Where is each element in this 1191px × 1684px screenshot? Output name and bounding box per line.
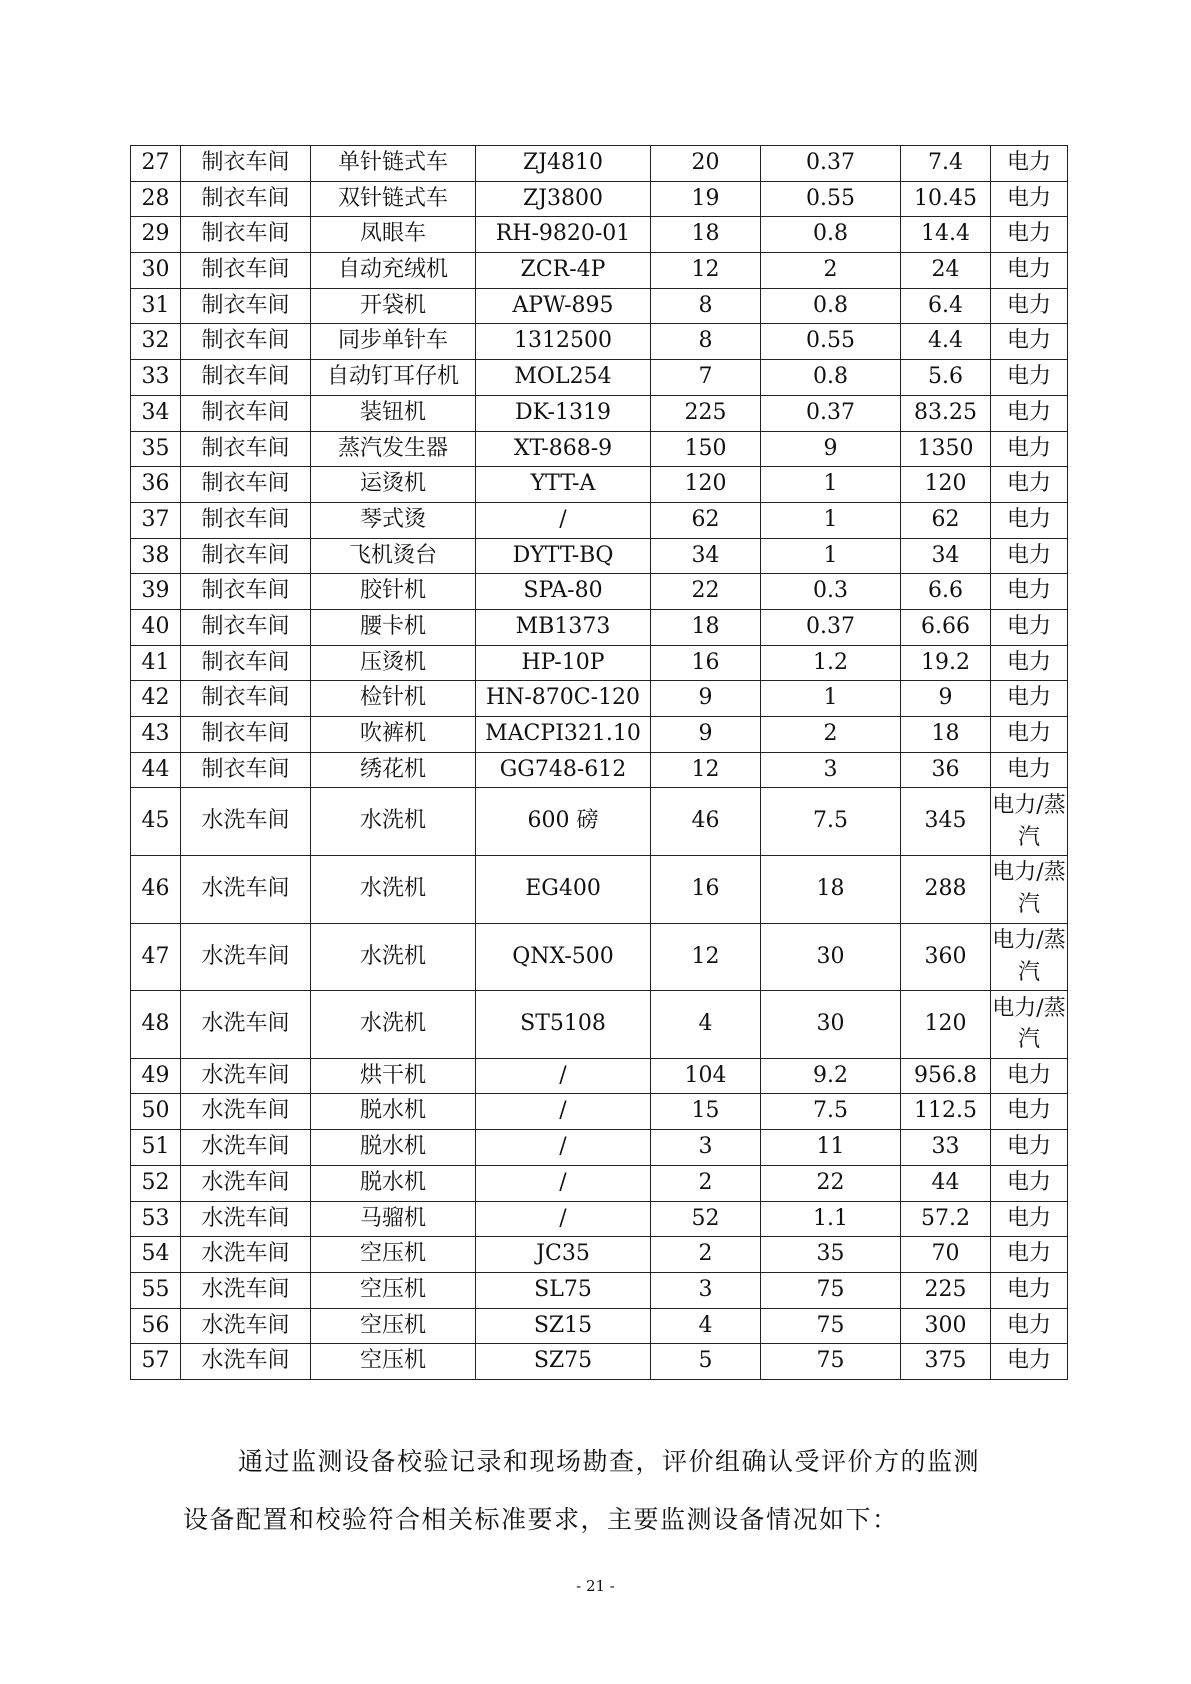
quantity-cell: 2: [651, 1237, 761, 1273]
paragraph-line-1: 通过监测设备校验记录和现场勘查，评价组确认受评价方的监测: [238, 1447, 981, 1476]
energy-cell: 电力: [991, 253, 1068, 289]
energy-cell: 电力: [991, 1130, 1068, 1166]
quantity-cell: 52: [651, 1201, 761, 1237]
quantity-cell: 12: [651, 253, 761, 289]
quantity-cell: 34: [651, 538, 761, 574]
row-number-cell: 35: [131, 431, 181, 467]
quantity-cell: 9: [651, 717, 761, 753]
total-power-cell: 24: [901, 253, 991, 289]
quantity-cell: 9: [651, 681, 761, 717]
table-row: [131, 431, 1068, 467]
total-power-cell: 956.8: [901, 1058, 991, 1094]
table-row: [131, 324, 1068, 360]
table-row: [131, 752, 1068, 788]
unit-power-cell: 0.37: [761, 609, 901, 645]
unit-power-cell: 1.1: [761, 1201, 901, 1237]
workshop-cell: 制衣车间: [181, 217, 311, 253]
model-cell: DK-1319: [476, 395, 651, 431]
equipment-name-cell: 腰卡机: [311, 609, 476, 645]
model-cell: ZJ4810: [476, 146, 651, 182]
equipment-name-cell: 运烫机: [311, 467, 476, 503]
total-power-cell: 6.6: [901, 574, 991, 610]
table-row: [131, 1058, 1068, 1094]
unit-power-cell: 2: [761, 717, 901, 753]
unit-power-cell: 1: [761, 502, 901, 538]
model-cell: HN-870C-120: [476, 681, 651, 717]
table-row: [131, 1308, 1068, 1344]
total-power-cell: 34: [901, 538, 991, 574]
energy-cell: 电力: [991, 395, 1068, 431]
row-number-cell: 51: [131, 1130, 181, 1166]
total-power-cell: 70: [901, 1237, 991, 1273]
model-cell: XT-868-9: [476, 431, 651, 467]
workshop-cell: 水洗车间: [181, 788, 311, 856]
row-number-cell: 33: [131, 360, 181, 396]
row-number-cell: 32: [131, 324, 181, 360]
model-cell: MB1373: [476, 609, 651, 645]
unit-power-cell: 0.8: [761, 360, 901, 396]
quantity-cell: 8: [651, 324, 761, 360]
model-cell: /: [476, 1058, 651, 1094]
table-row: [131, 1201, 1068, 1237]
equipment-name-cell: 水洗机: [311, 991, 476, 1059]
total-power-cell: 14.4: [901, 217, 991, 253]
row-number-cell: 39: [131, 574, 181, 610]
quantity-cell: 2: [651, 1165, 761, 1201]
total-power-cell: 6.4: [901, 288, 991, 324]
unit-power-cell: 1: [761, 538, 901, 574]
unit-power-cell: 75: [761, 1344, 901, 1380]
workshop-cell: 水洗车间: [181, 855, 311, 923]
energy-cell: 电力: [991, 717, 1068, 753]
equipment-name-cell: 凤眼车: [311, 217, 476, 253]
quantity-cell: 16: [651, 645, 761, 681]
equipment-name-cell: 水洗机: [311, 923, 476, 991]
workshop-cell: 制衣车间: [181, 502, 311, 538]
table-row: [131, 395, 1068, 431]
workshop-cell: 水洗车间: [181, 923, 311, 991]
table-row: [131, 681, 1068, 717]
table-row: [131, 217, 1068, 253]
workshop-cell: 水洗车间: [181, 1308, 311, 1344]
total-power-cell: 19.2: [901, 645, 991, 681]
workshop-cell: 水洗车间: [181, 1130, 311, 1166]
model-cell: ZJ3800: [476, 181, 651, 217]
unit-power-cell: 22: [761, 1165, 901, 1201]
row-number-cell: 27: [131, 146, 181, 182]
unit-power-cell: 1: [761, 467, 901, 503]
workshop-cell: 制衣车间: [181, 395, 311, 431]
model-cell: SZ15: [476, 1308, 651, 1344]
row-number-cell: 55: [131, 1272, 181, 1308]
table-row: [131, 923, 1068, 991]
quantity-cell: 150: [651, 431, 761, 467]
total-power-cell: 375: [901, 1344, 991, 1380]
unit-power-cell: 75: [761, 1272, 901, 1308]
energy-cell: 电力: [991, 609, 1068, 645]
table-row: [131, 146, 1068, 182]
table-row: [131, 1130, 1068, 1166]
workshop-cell: 制衣车间: [181, 609, 311, 645]
table-row: [131, 717, 1068, 753]
row-number-cell: 54: [131, 1237, 181, 1273]
workshop-cell: 水洗车间: [181, 991, 311, 1059]
model-cell: ZCR-4P: [476, 253, 651, 289]
quantity-cell: 46: [651, 788, 761, 856]
model-cell: QNX-500: [476, 923, 651, 991]
model-cell: APW-895: [476, 288, 651, 324]
table-row: [131, 609, 1068, 645]
table-row: [131, 1094, 1068, 1130]
row-number-cell: 47: [131, 923, 181, 991]
row-number-cell: 44: [131, 752, 181, 788]
quantity-cell: 18: [651, 217, 761, 253]
equipment-name-cell: 蒸汽发生器: [311, 431, 476, 467]
model-cell: /: [476, 1130, 651, 1166]
quantity-cell: 120: [651, 467, 761, 503]
energy-cell: 电力: [991, 1344, 1068, 1380]
table-row: [131, 181, 1068, 217]
quantity-cell: 12: [651, 923, 761, 991]
unit-power-cell: 0.8: [761, 217, 901, 253]
equipment-name-cell: 飞机烫台: [311, 538, 476, 574]
equipment-name-cell: 胶针机: [311, 574, 476, 610]
total-power-cell: 7.4: [901, 146, 991, 182]
row-number-cell: 40: [131, 609, 181, 645]
quantity-cell: 20: [651, 146, 761, 182]
equipment-table: [130, 145, 1068, 1380]
row-number-cell: 36: [131, 467, 181, 503]
workshop-cell: 制衣车间: [181, 253, 311, 289]
model-cell: ST5108: [476, 991, 651, 1059]
model-cell: SZ75: [476, 1344, 651, 1380]
total-power-cell: 44: [901, 1165, 991, 1201]
energy-cell: 电力: [991, 681, 1068, 717]
unit-power-cell: 0.37: [761, 146, 901, 182]
table-row: [131, 855, 1068, 923]
row-number-cell: 53: [131, 1201, 181, 1237]
energy-cell: 电力: [991, 217, 1068, 253]
quantity-cell: 225: [651, 395, 761, 431]
equipment-name-cell: 脱水机: [311, 1165, 476, 1201]
workshop-cell: 水洗车间: [181, 1058, 311, 1094]
total-power-cell: 120: [901, 467, 991, 503]
unit-power-cell: 1: [761, 681, 901, 717]
energy-cell: 电力/蒸汽: [991, 855, 1068, 923]
model-cell: EG400: [476, 855, 651, 923]
total-power-cell: 33: [901, 1130, 991, 1166]
unit-power-cell: 11: [761, 1130, 901, 1166]
energy-cell: 电力: [991, 538, 1068, 574]
table-row: [131, 502, 1068, 538]
total-power-cell: 62: [901, 502, 991, 538]
energy-cell: 电力: [991, 752, 1068, 788]
energy-cell: 电力: [991, 181, 1068, 217]
equipment-name-cell: 开袋机: [311, 288, 476, 324]
unit-power-cell: 3: [761, 752, 901, 788]
workshop-cell: 制衣车间: [181, 752, 311, 788]
unit-power-cell: 0.37: [761, 395, 901, 431]
table-row: [131, 1344, 1068, 1380]
workshop-cell: 制衣车间: [181, 467, 311, 503]
model-cell: 600 磅: [476, 788, 651, 856]
workshop-cell: 水洗车间: [181, 1201, 311, 1237]
equipment-name-cell: 检针机: [311, 681, 476, 717]
unit-power-cell: 9: [761, 431, 901, 467]
unit-power-cell: 0.3: [761, 574, 901, 610]
quantity-cell: 3: [651, 1130, 761, 1166]
equipment-table-body: [131, 146, 1068, 1380]
table-row: [131, 538, 1068, 574]
row-number-cell: 42: [131, 681, 181, 717]
equipment-name-cell: 吹裤机: [311, 717, 476, 753]
unit-power-cell: 1.2: [761, 645, 901, 681]
total-power-cell: 360: [901, 923, 991, 991]
total-power-cell: 36: [901, 752, 991, 788]
total-power-cell: 57.2: [901, 1201, 991, 1237]
energy-cell: 电力: [991, 1094, 1068, 1130]
unit-power-cell: 2: [761, 253, 901, 289]
workshop-cell: 水洗车间: [181, 1237, 311, 1273]
workshop-cell: 制衣车间: [181, 360, 311, 396]
paragraph-line-2: 设备配置和校验符合相关标准要求，主要监测设备情况如下：: [183, 1505, 899, 1534]
total-power-cell: 10.45: [901, 181, 991, 217]
energy-cell: 电力/蒸汽: [991, 923, 1068, 991]
total-power-cell: 5.6: [901, 360, 991, 396]
equipment-name-cell: 单针链式车: [311, 146, 476, 182]
energy-cell: 电力: [991, 574, 1068, 610]
energy-cell: 电力: [991, 1308, 1068, 1344]
row-number-cell: 56: [131, 1308, 181, 1344]
unit-power-cell: 35: [761, 1237, 901, 1273]
energy-cell: 电力: [991, 360, 1068, 396]
unit-power-cell: 0.55: [761, 324, 901, 360]
quantity-cell: 104: [651, 1058, 761, 1094]
unit-power-cell: 75: [761, 1308, 901, 1344]
equipment-name-cell: 双针链式车: [311, 181, 476, 217]
workshop-cell: 水洗车间: [181, 1094, 311, 1130]
equipment-name-cell: 压烫机: [311, 645, 476, 681]
quantity-cell: 3: [651, 1272, 761, 1308]
quantity-cell: 16: [651, 855, 761, 923]
equipment-name-cell: 马骝机: [311, 1201, 476, 1237]
quantity-cell: 62: [651, 502, 761, 538]
energy-cell: 电力: [991, 1058, 1068, 1094]
energy-cell: 电力: [991, 1201, 1068, 1237]
quantity-cell: 18: [651, 609, 761, 645]
workshop-cell: 水洗车间: [181, 1272, 311, 1308]
equipment-name-cell: 烘干机: [311, 1058, 476, 1094]
row-number-cell: 49: [131, 1058, 181, 1094]
row-number-cell: 37: [131, 502, 181, 538]
workshop-cell: 制衣车间: [181, 181, 311, 217]
quantity-cell: 19: [651, 181, 761, 217]
quantity-cell: 7: [651, 360, 761, 396]
row-number-cell: 30: [131, 253, 181, 289]
equipment-name-cell: 琴式烫: [311, 502, 476, 538]
workshop-cell: 制衣车间: [181, 538, 311, 574]
table-row: [131, 1165, 1068, 1201]
table-row: [131, 360, 1068, 396]
energy-cell: 电力: [991, 502, 1068, 538]
quantity-cell: 15: [651, 1094, 761, 1130]
row-number-cell: 57: [131, 1344, 181, 1380]
energy-cell: 电力/蒸汽: [991, 991, 1068, 1059]
model-cell: MACPI321.10: [476, 717, 651, 753]
total-power-cell: 345: [901, 788, 991, 856]
row-number-cell: 41: [131, 645, 181, 681]
model-cell: /: [476, 1165, 651, 1201]
total-power-cell: 83.25: [901, 395, 991, 431]
model-cell: 1312500: [476, 324, 651, 360]
energy-cell: 电力/蒸汽: [991, 788, 1068, 856]
total-power-cell: 18: [901, 717, 991, 753]
quantity-cell: 12: [651, 752, 761, 788]
model-cell: /: [476, 1201, 651, 1237]
table-row: [131, 253, 1068, 289]
model-cell: SL75: [476, 1272, 651, 1308]
model-cell: YTT-A: [476, 467, 651, 503]
row-number-cell: 50: [131, 1094, 181, 1130]
model-cell: MOL254: [476, 360, 651, 396]
workshop-cell: 制衣车间: [181, 146, 311, 182]
model-cell: /: [476, 1094, 651, 1130]
table-row: [131, 1237, 1068, 1273]
unit-power-cell: 30: [761, 991, 901, 1059]
energy-cell: 电力: [991, 645, 1068, 681]
energy-cell: 电力: [991, 1237, 1068, 1273]
unit-power-cell: 18: [761, 855, 901, 923]
model-cell: /: [476, 502, 651, 538]
row-number-cell: 31: [131, 288, 181, 324]
table-row: [131, 1272, 1068, 1308]
model-cell: DYTT-BQ: [476, 538, 651, 574]
model-cell: GG748-612: [476, 752, 651, 788]
unit-power-cell: 0.55: [761, 181, 901, 217]
quantity-cell: 5: [651, 1344, 761, 1380]
quantity-cell: 8: [651, 288, 761, 324]
workshop-cell: 制衣车间: [181, 288, 311, 324]
workshop-cell: 制衣车间: [181, 574, 311, 610]
unit-power-cell: 9.2: [761, 1058, 901, 1094]
energy-cell: 电力: [991, 288, 1068, 324]
row-number-cell: 34: [131, 395, 181, 431]
equipment-name-cell: 绣花机: [311, 752, 476, 788]
row-number-cell: 48: [131, 991, 181, 1059]
total-power-cell: 9: [901, 681, 991, 717]
equipment-name-cell: 水洗机: [311, 855, 476, 923]
workshop-cell: 制衣车间: [181, 324, 311, 360]
total-power-cell: 120: [901, 991, 991, 1059]
unit-power-cell: 0.8: [761, 288, 901, 324]
row-number-cell: 38: [131, 538, 181, 574]
equipment-name-cell: 空压机: [311, 1308, 476, 1344]
model-cell: JC35: [476, 1237, 651, 1273]
equipment-name-cell: 自动钉耳仔机: [311, 360, 476, 396]
row-number-cell: 46: [131, 855, 181, 923]
energy-cell: 电力: [991, 1272, 1068, 1308]
quantity-cell: 22: [651, 574, 761, 610]
row-number-cell: 45: [131, 788, 181, 856]
equipment-name-cell: 水洗机: [311, 788, 476, 856]
table-row: [131, 574, 1068, 610]
row-number-cell: 28: [131, 181, 181, 217]
page-number: - 21 -: [576, 1577, 615, 1595]
workshop-cell: 制衣车间: [181, 681, 311, 717]
row-number-cell: 29: [131, 217, 181, 253]
table-row: [131, 467, 1068, 503]
total-power-cell: 288: [901, 855, 991, 923]
workshop-cell: 制衣车间: [181, 717, 311, 753]
workshop-cell: 制衣车间: [181, 431, 311, 467]
unit-power-cell: 30: [761, 923, 901, 991]
equipment-name-cell: 脱水机: [311, 1130, 476, 1166]
equipment-name-cell: 空压机: [311, 1237, 476, 1273]
total-power-cell: 112.5: [901, 1094, 991, 1130]
workshop-cell: 制衣车间: [181, 645, 311, 681]
model-cell: RH-9820-01: [476, 217, 651, 253]
total-power-cell: 225: [901, 1272, 991, 1308]
equipment-name-cell: 同步单针车: [311, 324, 476, 360]
total-power-cell: 1350: [901, 431, 991, 467]
table-row: [131, 288, 1068, 324]
total-power-cell: 6.66: [901, 609, 991, 645]
energy-cell: 电力: [991, 431, 1068, 467]
row-number-cell: 52: [131, 1165, 181, 1201]
quantity-cell: 4: [651, 991, 761, 1059]
equipment-name-cell: 脱水机: [311, 1094, 476, 1130]
equipment-name-cell: 空压机: [311, 1272, 476, 1308]
energy-cell: 电力: [991, 467, 1068, 503]
table-row: [131, 991, 1068, 1059]
equipment-name-cell: 装钮机: [311, 395, 476, 431]
table-row: [131, 788, 1068, 856]
table-row: [131, 645, 1068, 681]
energy-cell: 电力: [991, 146, 1068, 182]
energy-cell: 电力: [991, 324, 1068, 360]
workshop-cell: 水洗车间: [181, 1344, 311, 1380]
equipment-name-cell: 空压机: [311, 1344, 476, 1380]
total-power-cell: 4.4: [901, 324, 991, 360]
unit-power-cell: 7.5: [761, 1094, 901, 1130]
energy-cell: 电力: [991, 1165, 1068, 1201]
model-cell: SPA-80: [476, 574, 651, 610]
row-number-cell: 43: [131, 717, 181, 753]
equipment-name-cell: 自动充绒机: [311, 253, 476, 289]
model-cell: HP-10P: [476, 645, 651, 681]
workshop-cell: 水洗车间: [181, 1165, 311, 1201]
unit-power-cell: 7.5: [761, 788, 901, 856]
quantity-cell: 4: [651, 1308, 761, 1344]
total-power-cell: 300: [901, 1308, 991, 1344]
